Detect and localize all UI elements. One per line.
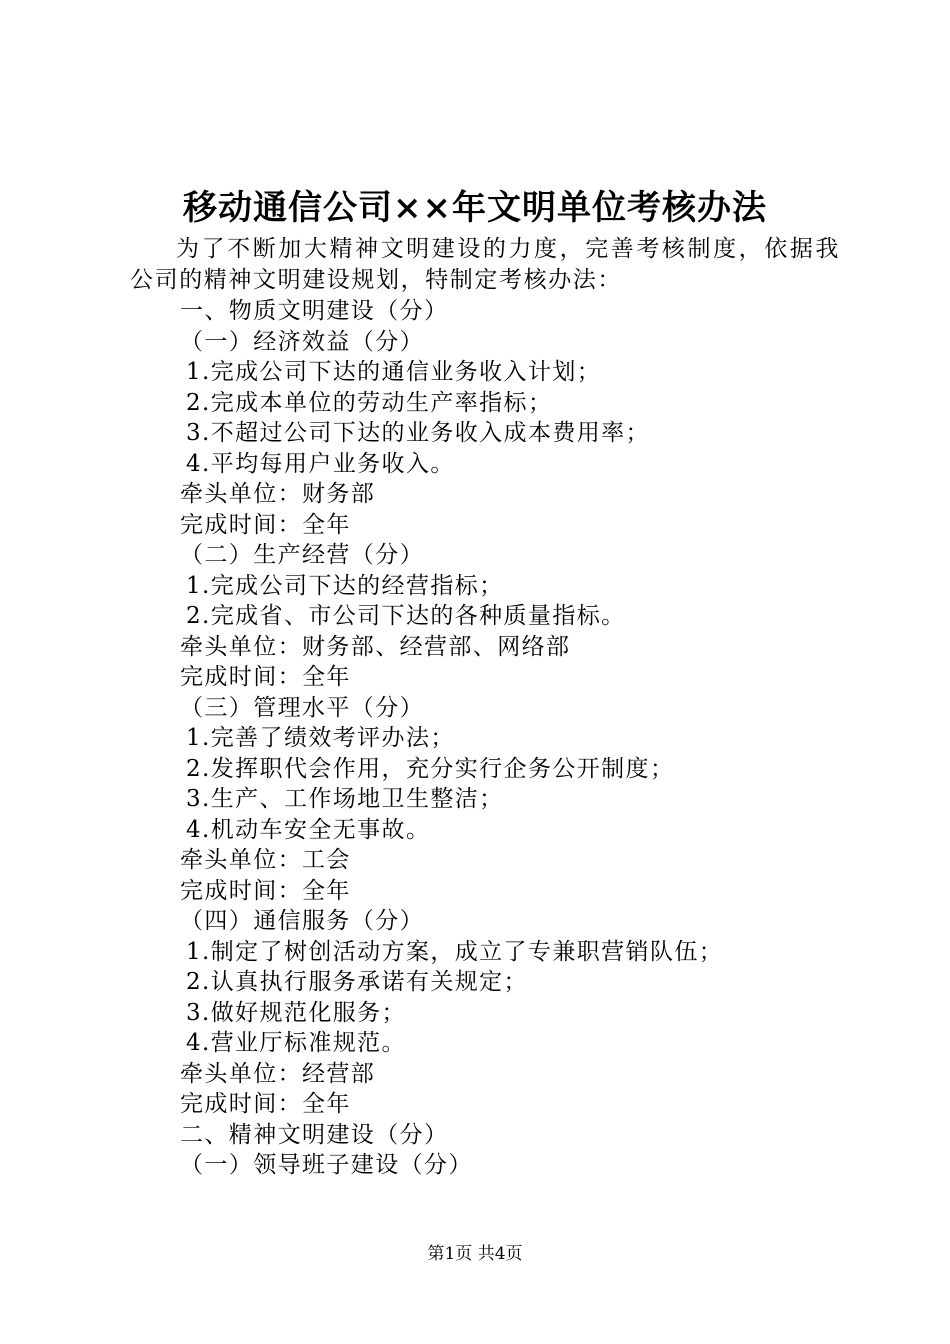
subsection-heading: （三）管理水平（分） [180, 694, 424, 721]
list-item: 4.平均每用户业务收入。 [186, 450, 455, 477]
lead-unit: 牵头单位：经营部 [180, 1060, 376, 1087]
list-item: 2.认真执行服务承诺有关规定； [186, 969, 528, 995]
list-item: 3.不超过公司下达的业务收入成本费用率； [186, 420, 650, 446]
list-item: 1.制定了树创活动方案，成立了专兼职营销队伍； [186, 938, 724, 965]
list-item: 1.完成公司下达的经营指标； [186, 572, 504, 599]
list-item: 2.完成本单位的劳动生产率指标； [186, 389, 553, 416]
lead-unit: 牵头单位：工会 [180, 847, 351, 873]
section-heading: 一、物质文明建设（分） [180, 298, 449, 324]
document-title: 移动通信公司××年文明单位考核办法 [183, 188, 767, 228]
list-item: 1.完善了绩效考评办法； [186, 725, 455, 751]
subsection-heading: （一）经济效益（分） [180, 328, 424, 355]
section-heading: 二、精神文明建设（分） [180, 1121, 449, 1148]
list-item: 3.做好规范化服务； [186, 999, 406, 1026]
list-item: 2.完成省、市公司下达的各种质量指标。 [186, 603, 626, 629]
lead-unit: 牵头单位：财务部、经营部、网络部 [180, 633, 571, 660]
subsection-heading: （一）领导班子建设（分） [180, 1152, 473, 1178]
list-item: 4.机动车安全无事故。 [186, 816, 431, 843]
list-item: 1.完成公司下达的通信业务收入计划； [186, 359, 602, 385]
lead-unit: 牵头单位：财务部 [180, 481, 376, 507]
completion-time: 完成时间：全年 [180, 1091, 351, 1117]
subsection-heading: （四）通信服务（分） [180, 908, 424, 934]
completion-time: 完成时间：全年 [180, 664, 351, 690]
list-item: 4.营业厅标准规范。 [186, 1030, 406, 1056]
intro-paragraph: 为了不断加大精神文明建设的力度，完善考核制度，依据我公司的精神文明建设规划，特制定考核办法： [130, 236, 840, 293]
page-indicator: 第1页 共4页 [427, 1244, 523, 1264]
list-item: 3.生产、工作场地卫生整洁； [186, 786, 504, 812]
subsection-heading: （二）生产经营（分） [180, 542, 424, 568]
completion-time: 完成时间：全年 [180, 511, 351, 538]
list-item: 2.发挥职代会作用，充分实行企务公开制度； [186, 755, 675, 782]
completion-time: 完成时间：全年 [180, 877, 351, 904]
